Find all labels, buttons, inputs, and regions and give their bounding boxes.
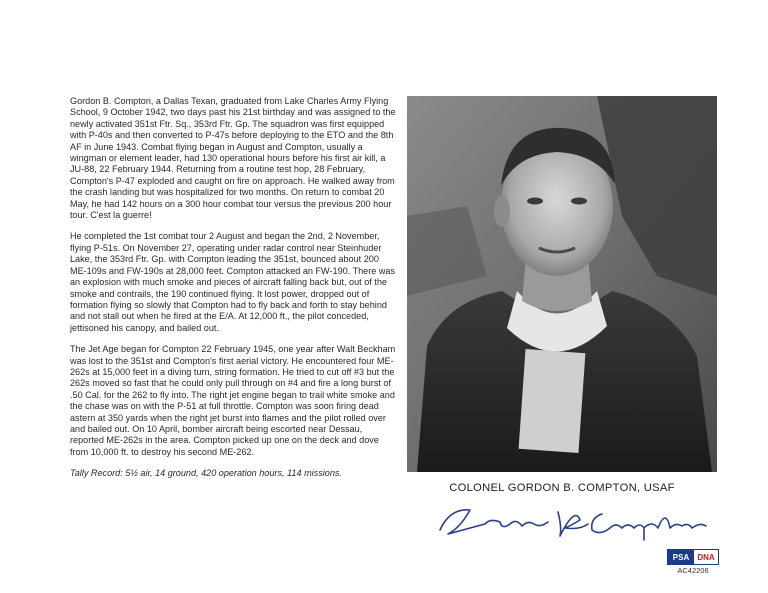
photo-caption: COLONEL GORDON B. COMPTON, USAF — [449, 482, 675, 494]
dna-logo-text: DNA — [694, 550, 718, 564]
biography-paragraph-3: The Jet Age began for Compton 22 February 1945, one year after Walt Beckham was lost to the 351st and Compton's first aerial victory. He encountered four ME-262s at 15,000 feet in a diving turn, string formation. He tried to cut off #3 but the 262s moved so fast that he could only pull through on #4 and fire a long burst of .50 Cal. for the 262 to fly into. The right jet engine began to trail white smoke and the chase was on with the P-51 at full throttle. Compton was soon firing dead astern at 350 yards when the right jet burst into flames and the pilot rolled over and bailed out. On 10 April, bomber aircraft being escorted near Dessau, reported ME-262s in the area. Compton picked up one on the deck and dove from 10,000 ft. to destroy his second ME-262. — [70, 344, 396, 457]
tally-record: Tally Record: 5½ air, 14 ground, 420 operation hours, 114 missions. — [70, 468, 342, 479]
psa-logo-text: PSA — [668, 550, 694, 564]
portrait-photo — [407, 96, 717, 472]
biography-paragraph-2: He completed the 1st combat tour 2 August and began the 2nd, 2 November, flying P-51s. On November 27, operating under radar control near Steinhuder Lake, the 353rd Ftr. Gp. with Compton leading the 351st, bounced about 200 ME-109s and FW-190s at 28,000 feet. Compton attacked an FW-190. There was an explosion with much smoke and pieces of aircraft falling back but, out of the smoke and contrails, the 190 continued flying. It lost power, dropped out of formation flying so slowly that Compton had to fly back and forth to stay behind and not stall out when he fired at the E/A. At 12,000 ft., the pilot conceded, jettisoned his canopy, and bailed out. — [70, 231, 396, 333]
portrait-illustration — [407, 96, 717, 472]
psa-dna-logo — [667, 549, 719, 565]
biography-paragraph-1: Gordon B. Compton, a Dallas Texan, graduated from Lake Charles Army Flying School, 9 October 1942, two days past his 21st birthday and was assigned to the newly activated 351st Ftr. Sq., 353rd Ftr. Gp. The squadron was first equipped with P-40s and then converted to P-47s before deploying to the ETO and the 8th AF in June 1943. Combat flying began in August and Compton, usually a wingman or element leader, had 130 operational hours before his first air kill, a JU-88, 22 February 1944. Returning from a routine test hop, 28 February, Compton's P-47 exploded and caught on fire on approach. He walked away from the crash landing but was hospitalized for two months. On return to combat 20 May, he had 142 hours on a 300 hour combat tour versus the previous 200 hour tour. C'est la guerre! — [70, 96, 396, 221]
certification-number: AC42206 — [677, 566, 709, 575]
autograph-signature — [430, 498, 720, 544]
biography-text — [70, 96, 396, 490]
